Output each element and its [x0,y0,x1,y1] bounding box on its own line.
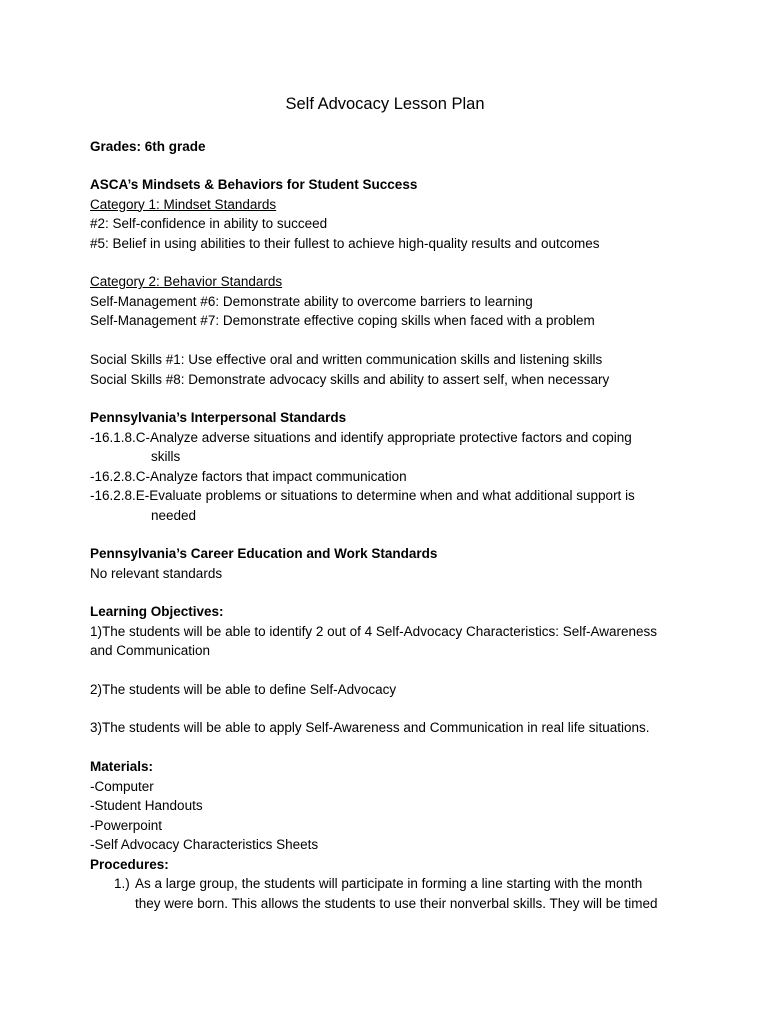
standard-item: -16.1.8.C-Analyze adverse situations and identify appropriate protective factors and coping [90,429,632,445]
materials-section [90,757,690,913]
pa-career-heading: Pennsylvania’s Career Education and Work Standards [90,546,438,561]
asca-section [90,175,690,253]
grades-section [90,137,690,157]
social-skill-item: Social Skills #1: Use effective oral and written communication skills and listening skills [90,352,603,367]
pa-career-section [90,544,690,583]
category-2-heading: Category 2: Behavior Standards [90,274,283,289]
objective-item: 2)The students will be able to define Self-Advocacy [90,682,397,697]
standard-item: -16.2.8.C-Analyze factors that impact communication [90,468,407,484]
materials-heading: Materials: [90,759,154,774]
procedure-step [90,874,690,913]
social-skill-item: Social Skills #8: Demonstrate advocacy skills and ability to assert self, when necessary [90,371,610,387]
mindset-item: #2: Self-confidence in ability to succeed [90,216,328,231]
procedure-step-text: As a large group, the students will participate in forming a line starting with the month [135,876,643,891]
procedures-heading: Procedures: [90,856,169,872]
objective-3-block [90,718,690,738]
learning-objectives-section [90,602,690,661]
behavior-item: Self-Management #6: Demonstrate ability to overcome barriers to learning [90,293,533,309]
material-item: -Self Advocacy Characteristics Sheets [90,837,319,852]
material-item: -Powerpoint [90,817,163,833]
material-item: -Student Handouts [90,798,203,813]
pa-career-text: No relevant standards [90,565,223,581]
behavior-item: Self-Management #7: Demonstrate effective coping skills when faced with a problem [90,313,595,328]
mindset-item: #5: Belief in using abilities to their fullest to achieve high-quality results and outcomes [90,235,600,251]
procedure-step-number: 1.) [114,876,130,891]
objective-item: 1)The students will be able to identify 2 out of 4 Self-Advocacy Characteristics: Self-Awareness [90,623,658,639]
standard-item-continuation: needed [151,507,197,523]
pa-interpersonal-section [90,408,690,525]
standard-item: -16.2.8.E-Evaluate problems or situations to determine when and what additional support is [90,488,635,503]
asca-heading: ASCA’s Mindsets & Behaviors for Student Success [90,177,418,192]
grades-line: Grades: 6th grade [90,139,206,154]
category-1-heading: Category 1: Mindset Standards [90,196,277,212]
material-item: -Computer [90,778,154,794]
page-title: Self Advocacy Lesson Plan [285,95,485,113]
pa-interpersonal-heading: Pennsylvania’s Interpersonal Standards [90,410,347,425]
standard-item-continuation: skills [151,449,181,464]
procedure-step-text-continuation: they were born. This allows the students to use their nonverbal skills. They will be timed [135,895,658,911]
objective-item-continuation: and Communication [90,643,211,658]
objectives-heading: Learning Objectives: [90,604,224,619]
objective-2-block [90,680,690,700]
social-skills-section [90,350,690,389]
behavior-section [90,272,690,331]
objective-item: 3)The students will be able to apply Self-Awareness and Communication in real life situations. [90,720,650,735]
